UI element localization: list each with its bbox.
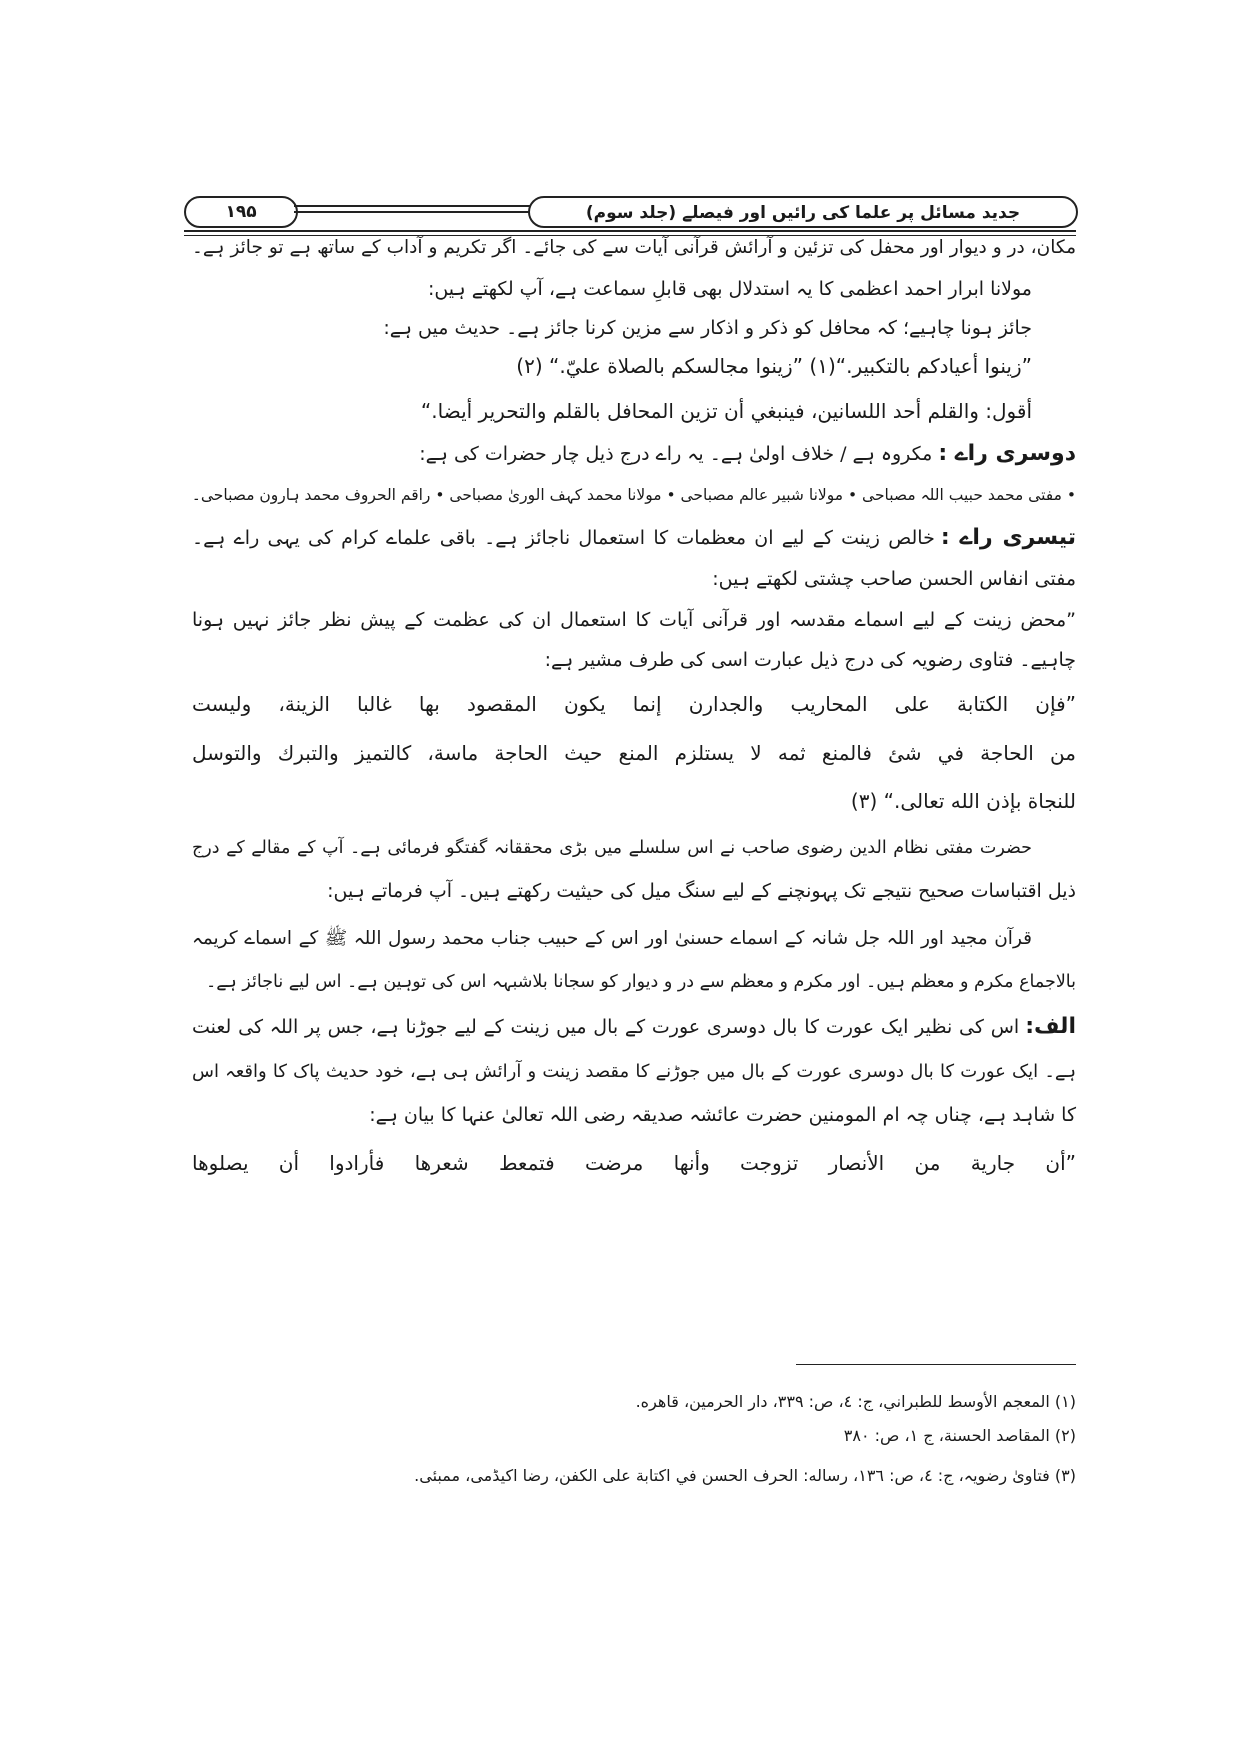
line-text: ذیل اقتباسات صحیح نتیجے تک پہونچنے کے لیے سنگ میل کی حیثیت رکھتے ہیں۔ آپ فرماتے ہیں: <box>327 880 1076 902</box>
text-line <box>192 833 1076 863</box>
text-line <box>192 523 1076 553</box>
header-connector-line <box>294 211 530 213</box>
line-text: ”فإن الكتابة على المحاريب والجدارن إنما يكون المقصود بها غالبا الزينة، وليست <box>192 692 1076 716</box>
text-line <box>192 351 1076 381</box>
text-line <box>192 876 1076 906</box>
line-text: ”أن جارية من الأنصار تزوجت وأنها مرضت فتمعط شعرها فأرادوا أن يصلوها <box>192 1151 1076 1175</box>
line-text: مفتی انفاس الحسن صاحب چشتی لکھتے ہیں: <box>712 568 1076 590</box>
line-text: خالص زینت کے لیے ان معظمات کا استعمال ناجائز ہے۔ باقی علماے کرام کی یہی راے ہے۔ <box>192 527 935 549</box>
line-text: حضرت مفتی نظام الدین رضوی صاحب نے اس سلسلے میں بڑی محققانہ گفتگو فرمائی ہے۔ آپ کے مقالے کے درج <box>192 838 1032 858</box>
section-heading: الف: <box>1025 1014 1076 1039</box>
running-title: جدید مسائل پر علما کی رائیں اور فیصلے (جلد سوم) <box>528 196 1078 228</box>
line-text: اس کی نظیر ایک عورت کا بال دوسری عورت کے بال میں زینت کے لیے جوڑنا ہے، جس پر اللہ کی لعنت <box>192 1016 1020 1038</box>
line-text: چاہیے۔ فتاوی رضویہ کی درج ذیل عبارت اسی کی طرف مشیر ہے: <box>544 649 1076 671</box>
line-text: کا شاہد ہے، چناں چہ ام المومنین حضرت عائشہ صدیقہ رضی اللہ تعالیٰ عنہا کا بیان ہے: <box>369 1104 1076 1126</box>
text-line <box>192 313 1076 343</box>
header-connector-line <box>294 205 530 207</box>
text-line <box>192 924 1076 954</box>
text-line <box>192 480 1076 510</box>
text-line <box>192 274 1076 304</box>
page-number: ۱۹۵ <box>184 196 298 228</box>
line-text: ”زينوا أعيادكم بالتكبير.“(۱) ”زينوا مجالسكم بالصلاة عليّ.“ (۲) <box>516 354 1032 378</box>
footnote-rule <box>796 1364 1076 1365</box>
line-text: للنجاة بإذن الله تعالى.“ (۳) <box>850 789 1076 813</box>
text-line <box>192 967 1076 997</box>
line-text: • مفتی محمد حبیب اللہ مصباحی • مولانا شبیر عالم مصباحی • مولانا محمد کہف الوریٰ مصباحی • راقم الحروف محمد ہارون مصباحی۔ <box>191 486 1076 504</box>
text-line <box>192 1012 1076 1042</box>
text-line <box>192 396 1076 426</box>
section-heading: تیسری راے : <box>940 525 1076 550</box>
line-text: مکان، در و دیوار اور محفل کی تزئین و آرائش قرآنی آیات سے کی جائے۔ اگر تکریم و آداب کے ساتھ ہے تو جائز ہے۔ <box>192 237 1076 258</box>
text-line <box>192 1057 1076 1087</box>
text-line <box>192 605 1076 635</box>
footnote: (۱) المعجم الأوسط للطبراني، ج: ٤، ص: ٣٣٩، دار الحرمين، قاهره. <box>635 1392 1076 1411</box>
header-rule <box>184 230 1076 232</box>
text-line <box>192 738 1076 768</box>
text-line <box>192 1100 1076 1130</box>
text-line <box>192 645 1076 675</box>
text-line <box>192 786 1076 816</box>
line-text: جائز ہونا چاہیے؛ کہ محافل کو ذکر و اذکار سے مزین کرنا جائز ہے۔ حدیث میں ہے: <box>383 317 1032 339</box>
line-text: بالاجماع مکرم و معظم ہیں۔ اور مکرم و معظم سے در و دیوار کو سجانا بلاشبہہ اس کی توہین ہے۔ اس لیے ناجائز ہے۔ <box>206 972 1076 992</box>
line-text: ہے۔ ایک عورت کا بال دوسری عورت کے بال میں جوڑنے کا مقصد زینت و آرائش ہی ہے، خود حدیث پاک کا واقعہ اس <box>192 1061 1076 1082</box>
line-text: أقول: والقلم أحد اللسانين، فينبغي أن تزين المحافل بالقلم والتحرير أيضا.“ <box>420 399 1032 423</box>
line-text: ”محض زینت کے لیے اسماے مقدسہ اور قرآنی آیات کا استعمال ان کی عظمت کے پیش نظر جائز نہیں ہونا <box>192 609 1076 631</box>
line-text: مکروہ ہے / خلاف اولیٰ ہے۔ یہ راے درج ذیل چار حضرات کی ہے: <box>419 443 933 465</box>
text-line <box>192 439 1076 469</box>
text-line <box>192 233 1076 263</box>
line-text: قرآن مجید اور اللہ جل شانہ کے اسماے حسنیٰ اور اس کے حبیب جناب محمد رسول اللہ ﷺ کے اسماے کریمہ <box>192 928 1032 949</box>
text-line <box>192 1148 1076 1178</box>
line-text: من الحاجة في شئ فالمنع ثمه لا يستلزم المنع حيث الحاجة ماسة، كالتميز والتبرك والتوسل <box>192 741 1076 765</box>
text-line <box>192 689 1076 719</box>
section-heading: دوسری راے : <box>938 441 1076 466</box>
line-text: مولانا ابرار احمد اعظمی کا یہ استدلال بھی قابلِ سماعت ہے، آپ لکھتے ہیں: <box>427 278 1032 300</box>
footnote: (۳) فتاویٰ رضویہ، ج: ٤، ص: ١٣٦، رساله: الحرف الحسن في اكتابة على الكفن، رضا اكيڈمی، ممبئی. <box>414 1466 1076 1485</box>
footnote: (۲) المقاصد الحسنة، ج ١، ص: ٣٨٠ <box>843 1426 1076 1445</box>
text-line <box>192 564 1076 594</box>
